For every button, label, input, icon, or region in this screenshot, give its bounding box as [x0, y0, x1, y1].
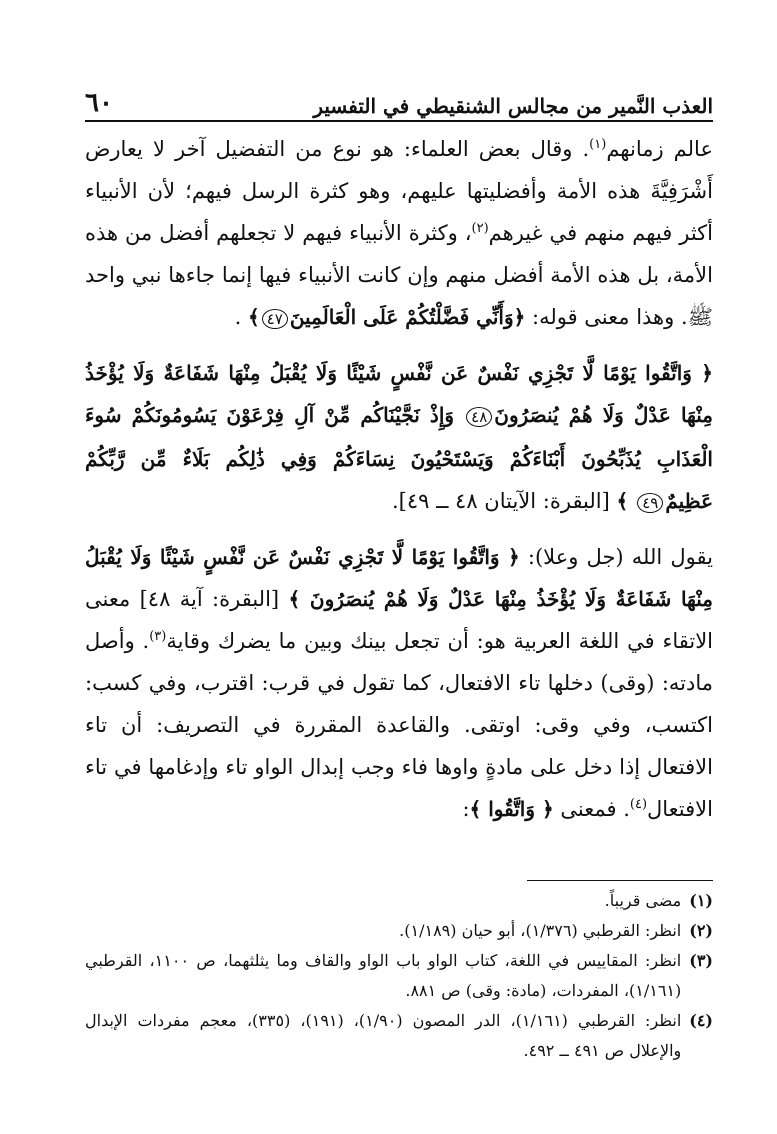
page-number: ٦٠ [85, 88, 113, 118]
paragraph-text: يقول الله (جل وعلا): [519, 545, 713, 569]
paragraph-text: عالم زمانهم [606, 137, 713, 161]
footnote [85, 886, 713, 916]
footnote [85, 1006, 713, 1066]
footnote-number: (٣) [689, 951, 713, 970]
paragraph [85, 128, 713, 340]
paragraph-text: . وقال بعض العلماء: هو نوع من التفضيل آخر لا يعارض أَشْرَفِيَّةَ هذه الأمة وأفضليتها عليهم، وهو كثرة الرسل فيهم؛ لأن الأنبياء أكثر فيهم منهم في غيرهم [85, 137, 713, 245]
paragraph-text: ، وكثرة الأنبياء فيهم لا تجعلهم أفضل من هذه الأمة، بل هذه الأمة أفضل منهم وإن كانت الأنبياء فيها إنما جاءها نبي واحد ﷺ. وهذا معنى قوله: [85, 221, 713, 329]
footnote-number: (١) [689, 891, 713, 910]
footnote-text: انظر: المقاييس في اللغة، كتاب الواو باب الواو والقاف وما يثلثهما، ص ١١٠٠، القرطبي (١/١٦١)، المفردات، (مادة: وقى) ص ٨٨١. [85, 951, 682, 1000]
paragraph-text: : [462, 797, 470, 821]
paragraph-text: . [234, 305, 248, 329]
paragraph [85, 352, 713, 524]
paragraph-text: [البقرة: الآيتان ٤٨ ــ ٤٩]. [391, 489, 617, 513]
paragraph-text: . وأصل مادته: (وقى) دخلها تاء الافتعال، كما تقول في قرب: اقترب، وفي كسب: اكتسب، وفي وقى: اوتقى. والقاعدة المقررة في التصريف: أن تاء الافتعال إذا دخل على مادةٍ واوها فاء وجب إبدال الواو تاء وإدغامها في تاء الافتعال [85, 629, 713, 821]
footnote-reference: (١) [589, 137, 607, 152]
footnote-rule [527, 880, 713, 881]
footnotes [85, 886, 713, 1066]
running-header [85, 84, 713, 118]
header-rule [85, 120, 713, 122]
footnote [85, 946, 713, 1006]
main-text [85, 128, 713, 830]
footnote-text: مضى قريباً. [604, 891, 682, 910]
footnote-text: انظر: القرطبي (١/١٦١)، الدر المصون (١/٩٠)، (١٩١)، (٣٣٥)، معجم مفردات الإبدال والإعلال ص ٤٩١ ــ ٤٩٢. [85, 1011, 682, 1060]
quran-verse: ﴿وَأَنِّي فَضَّلْتُكُمْ عَلَى الْعَالَمِينَ [289, 305, 526, 329]
paragraph-text: . فمعنى [553, 797, 630, 821]
quran-verse: ﴿ وَاتَّقُوا يَوْمًا لَّا تَجْزِي نَفْسٌ عَن نَّفْسٍ شَيْئًا وَلَا يُقْبَلُ مِنْهَا شَفَاعَةٌ وَلَا يُؤْخَذُ مِنْهَا عَدْلٌ وَلَا هُمْ يُنصَرُونَ [85, 361, 714, 427]
footnote-number: (٢) [689, 921, 713, 940]
footnote-reference: (٤) [629, 797, 648, 812]
footnote-text: انظر: القرطبي (١/٣٧٦)، أبو حيان (١/١٨٩). [399, 921, 682, 940]
running-title: العذب النَّمير من مجالس الشنقيطي في التفسير [313, 94, 713, 118]
quran-verse: وَإِذْ نَجَّيْنَاكُم مِّنْ آلِ فِرْعَوْنَ يَسُومُونَكُمْ سُوءَ الْعَذَابِ يُذَبِّحُونَ أَبْنَاءَكُمْ وَيَسْتَحْيُونَ نِسَاءَكُمْ وَفِي ذَٰلِكُم بَلَاءٌ مِّن رَّبِّكُمْ عَظِيمٌ [85, 403, 713, 513]
quran-verse: ﴿ وَاتَّقُوا ﴾ [469, 797, 554, 821]
quran-verse: ﴿ وَاتَّقُوا يَوْمًا لَّا تَجْزِي نَفْسٌ عَن نَّفْسٍ شَيْئًا وَلَا يُقْبَلُ مِنْهَا شَفَاعَةٌ وَلَا يُؤْخَذُ مِنْهَا عَدْلٌ وَلَا هُمْ يُنصَرُونَ ﴾ [85, 545, 714, 611]
ayah-number-mark: ٤٨ [466, 407, 492, 427]
footnote [85, 916, 713, 946]
footnote-reference: (٣) [149, 629, 167, 644]
ayah-number-mark: ٤٩ [637, 493, 663, 513]
footnote-reference: (٢) [471, 221, 489, 236]
footnote-number: (٤) [689, 1011, 713, 1030]
ayah-number-mark: ٤٧ [262, 309, 288, 329]
paragraph [85, 536, 713, 830]
paragraph-text: [البقرة: آية ٤٨] معنى الاتقاء في اللغة العربية هو: أن تجعل بينك وبين ما يضرك وقاية [85, 587, 714, 653]
quran-verse: ﴾ [247, 305, 260, 329]
quran-verse: ﴾ [616, 489, 636, 513]
